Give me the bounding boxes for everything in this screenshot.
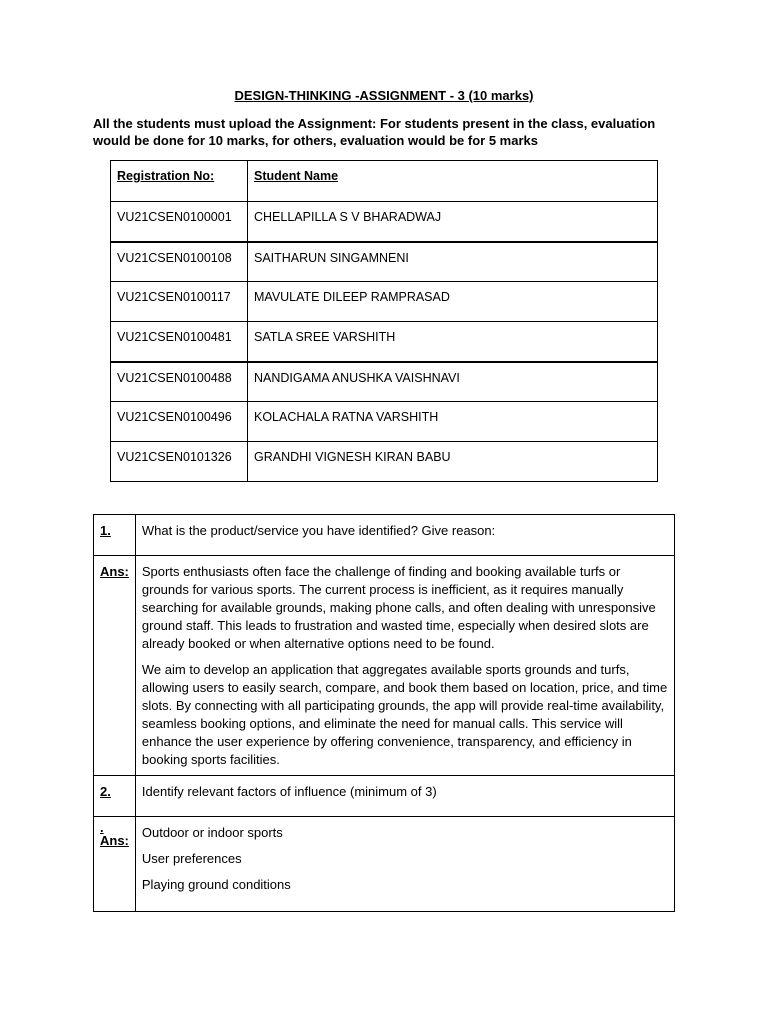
question-text: What is the product/service you have identified? Give reason: [135,515,674,556]
student-name-cell: CHELLAPILLA S V BHARADWAJ [248,202,658,242]
list-item: Outdoor or indoor sports [141,825,283,840]
table-header-row [111,161,658,202]
student-name-cell: GRANDHI VIGNESH KIRAN BABU [248,442,658,482]
student-table [110,160,658,482]
student-name-cell: SAITHARUN SINGAMNENI [248,242,658,282]
registration-cell: VU21CSEN0100108 [111,242,248,282]
table-row [111,322,658,362]
student-name-header: Student Name [248,161,658,202]
answer-paragraph: We aim to develop an application that aggregates available sports grounds and turfs, allowing users to easily search, compare, and book them based on location, price, and time slots. By connecting with all participating grounds, the app will provide real-time availability, seamless booking options, and eliminate the need for manual calls. This service will enhance the user experience by offering convenience, transparency, and efficiency in booking sports facilities. [141,662,668,767]
student-name-cell: SATLA SREE VARSHITH [248,322,658,362]
student-name-cell: KOLACHALA RATNA VARSHITH [248,402,658,442]
registration-cell: VU21CSEN0100488 [111,362,248,402]
table-row [111,442,658,482]
registration-cell: VU21CSEN0100496 [111,402,248,442]
registration-cell: VU21CSEN0100117 [111,282,248,322]
assignment-instructions: All the students must upload the Assignment: For students present in the class, evaluation would be done for 10 marks, for others, evaluation would be for 5 marks [93,116,656,148]
registration-cell: VU21CSEN0101326 [111,442,248,482]
student-name-cell: MAVULATE DILEEP RAMPRASAD [248,282,658,322]
registration-cell: VU21CSEN0100001 [111,202,248,242]
table-row [111,202,658,242]
student-name-cell: NANDIGAMA ANUSHKA VAISHNAVI [248,362,658,402]
list-item: Playing ground conditions [141,877,291,892]
answer-paragraph: Sports enthusiasts often face the challenge of finding and booking available turfs or grounds for various sports. The current process is inefficient, as it requires manually searching for available grounds, making phone calls, and often dealing with unresponsive ground staff. This leads to frustration and wasted time, especially when desired slots are already booked or when alternative options need to be found. [141,564,656,651]
answer-list [135,817,674,912]
answer-mark: . [100,820,104,835]
answer-label: Ans: [100,833,129,848]
table-row [111,282,658,322]
document-title: DESIGN-THINKING -ASSIGNMENT - 3 (10 marks) [234,88,534,103]
question-row-2 [94,776,675,817]
table-row [111,362,658,402]
question-row-1 [94,515,675,556]
answer-row-1 [94,556,675,776]
answer-label: Ans: [94,556,136,776]
answer-label-cell [94,817,136,912]
answer-text [135,556,674,776]
question-number: 2. [94,776,136,817]
question-answer-table [93,514,675,912]
registration-cell: VU21CSEN0100481 [111,322,248,362]
list-item: User preferences [141,851,242,866]
table-row [111,242,658,282]
question-number: 1. [94,515,136,556]
answer-row-2 [94,817,675,912]
registration-header: Registration No: [111,161,248,202]
table-row [111,402,658,442]
question-text: Identify relevant factors of influence (minimum of 3) [135,776,674,817]
